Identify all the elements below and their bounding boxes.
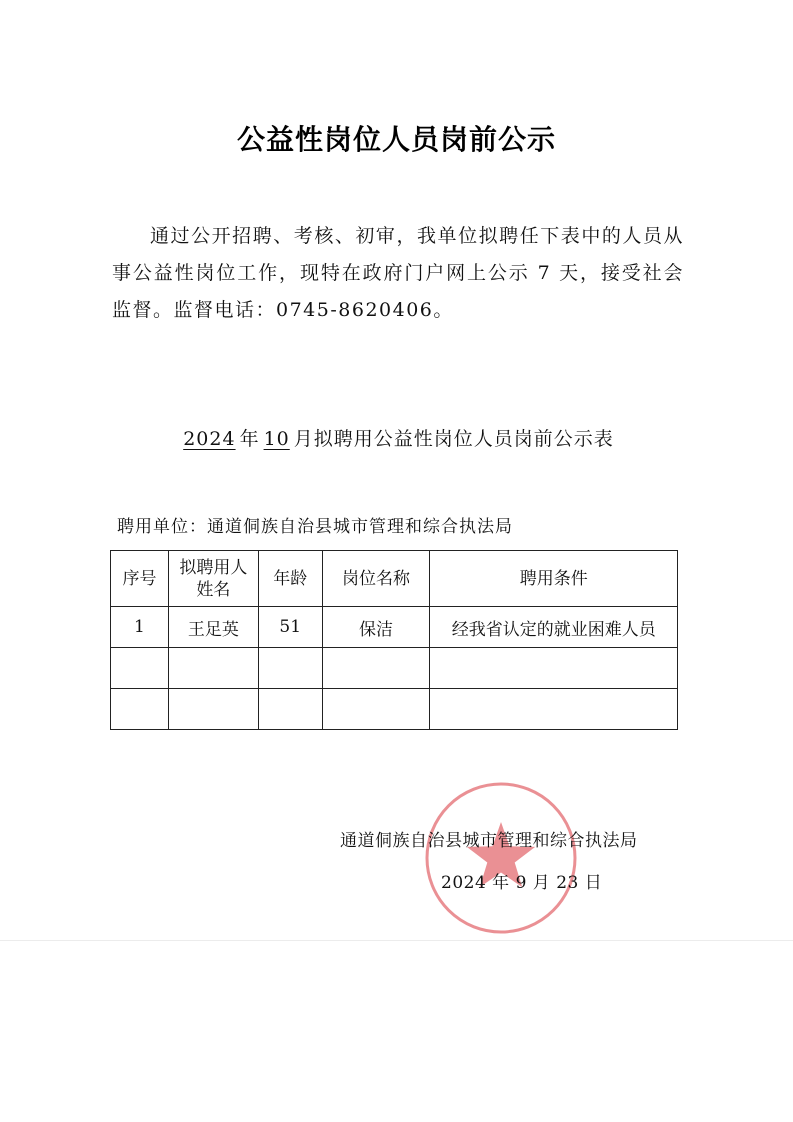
cell-conditions (430, 648, 678, 689)
cell-post: 保洁 (322, 607, 430, 648)
table-row (111, 689, 678, 730)
employer-line: 聘用单位：通道侗族自治县城市管理和综合执法局 (117, 517, 513, 537)
table-title-month: 10 (263, 428, 290, 450)
cell-post (322, 689, 430, 730)
header-age: 年龄 (258, 551, 322, 607)
header-name-line1: 拟聘用人 (179, 557, 248, 578)
signature-date: 2024 年 9 月 23 日 (441, 873, 603, 893)
cell-age (258, 689, 322, 730)
table-title-rest: 月拟聘用公益性岗位人员岗前公示表 (293, 428, 614, 450)
cell-age: 51 (258, 607, 322, 648)
header-post: 岗位名称 (322, 551, 430, 607)
header-no: 序号 (111, 551, 169, 607)
intro-paragraph: 通过公开招聘、考核、初审，我单位拟聘任下表中的人员从事公益性岗位工作，现特在政府门户网上公示 7 天，接受社会监督。监督电话：0745-8620406。 (112, 225, 684, 321)
cell-no (111, 648, 169, 689)
header-name-line2: 姓名 (196, 579, 231, 600)
cell-name: 王足英 (168, 607, 258, 648)
header-name (168, 551, 258, 607)
cell-no (111, 689, 169, 730)
cell-name (168, 648, 258, 689)
header-conditions: 聘用条件 (430, 551, 678, 607)
table-title-year: 2024 (183, 428, 236, 450)
table-header-row (111, 551, 678, 607)
signature-organization: 通道侗族自治县城市管理和综合执法局 (340, 831, 638, 851)
cell-no: 1 (111, 607, 169, 648)
official-seal-icon (421, 778, 581, 938)
cell-conditions: 经我省认定的就业困难人员 (430, 607, 678, 648)
table-row (111, 607, 678, 648)
cell-name (168, 689, 258, 730)
table-title-year-unit: 年 (239, 428, 260, 450)
cell-age (258, 648, 322, 689)
scan-edge-divider (0, 940, 793, 941)
table-row (111, 648, 678, 689)
cell-conditions (430, 689, 678, 730)
page-title: 公益性岗位人员岗前公示 (236, 123, 556, 156)
cell-post (322, 648, 430, 689)
table-title (0, 424, 793, 451)
staff-table (110, 550, 678, 730)
